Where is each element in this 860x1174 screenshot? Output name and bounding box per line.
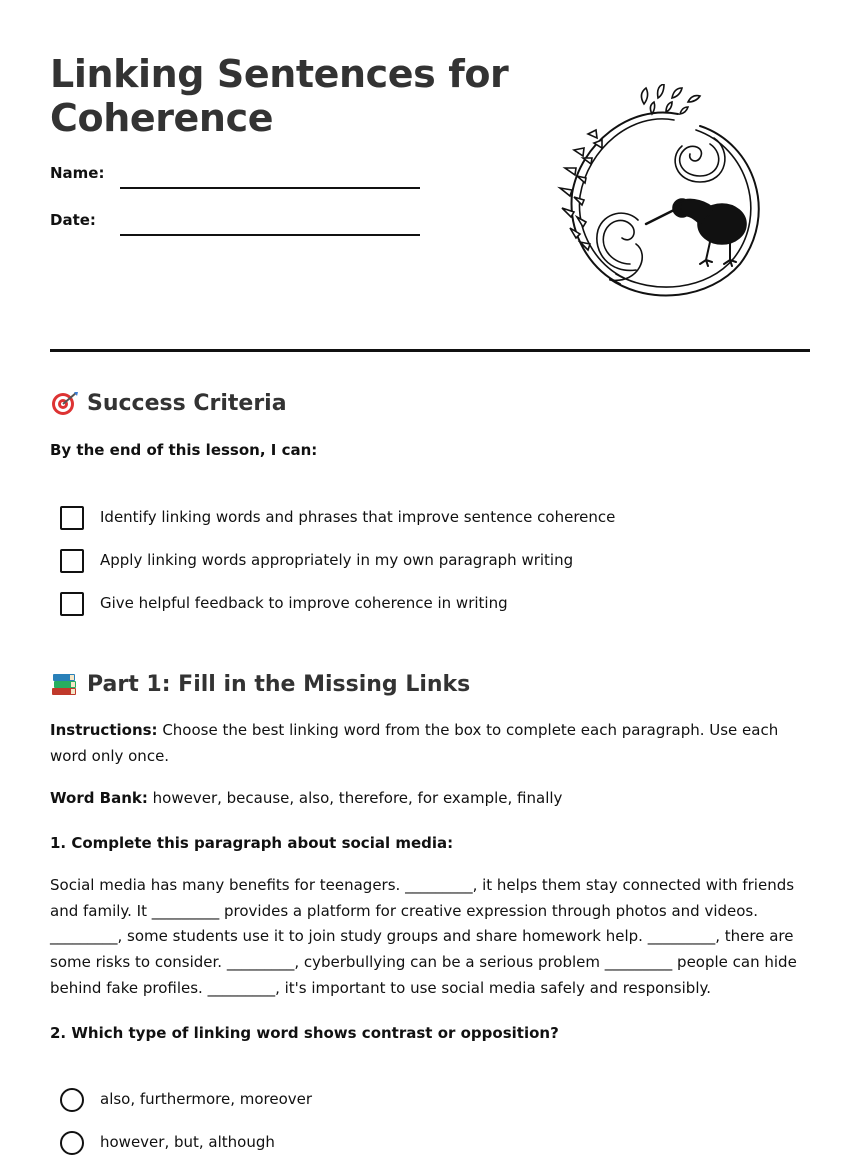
checklist-item-label: Give helpful feedback to improve coherence in writing [100,594,508,612]
word-bank-text: however, because, also, therefore, for example, finally [147,789,563,807]
books-icon [50,671,80,697]
name-line[interactable] [120,187,420,189]
checklist-item-label: Apply linking words appropriately in my own paragraph writing [100,551,574,569]
radio-option[interactable] [60,1088,312,1131]
instructions-label: Instructions: [50,721,158,739]
instructions-text: Choose the best linking word from the box to complete each paragraph. Use each word only once. [50,721,779,765]
name-field[interactable] [50,164,430,194]
checklist-item[interactable] [60,549,615,592]
checkbox[interactable] [60,506,84,530]
word-bank [50,786,810,812]
dart-target-icon [50,390,80,416]
success-criteria-heading [50,390,287,416]
worksheet-title: Linking Sentences for Coherence [50,52,509,140]
success-criteria-lead: By the end of this lesson, I can: [50,441,318,459]
question-2-prompt: 2. Which type of linking word shows contrast or opposition? [50,1024,559,1042]
checklist-item[interactable] [60,592,615,635]
radio-option-label: however, but, although [100,1133,275,1151]
checklist-item[interactable] [60,506,615,549]
radio-button[interactable] [60,1131,84,1155]
radio-button[interactable] [60,1088,84,1112]
part1-title: Part 1: Fill in the Missing Links [87,671,471,697]
part1-heading [50,671,470,697]
question-1-prompt: 1. Complete this paragraph about social media: [50,834,454,852]
question-2-options [60,1088,312,1174]
checkbox[interactable] [60,549,84,573]
word-bank-label: Word Bank: [50,789,148,807]
question-1-passage: Social media has many benefits for teenagers. _________, it helps them stay connected with friends and family. It _________ provides a platform for creative expression through photos and videos. _________, some students use it to join study groups and share homework help. _________, there are some risks to consider. _________, cyberbullying can be a serious problem _________ people can hide behind fake profiles. _________, it's important to use social media safely and responsibly. [50,876,797,997]
success-criteria-checklist [60,506,615,635]
kiwi-koru-logo-icon [550,84,772,300]
name-label: Name: [50,164,105,182]
date-label: Date: [50,211,96,229]
checklist-item-label: Identify linking words and phrases that improve sentence coherence [100,508,616,526]
checkbox[interactable] [60,592,84,616]
section-divider [50,349,810,352]
date-line[interactable] [120,234,420,236]
worksheet-page [50,0,810,1161]
date-field[interactable] [50,211,430,241]
radio-option-label: also, furthermore, moreover [100,1090,313,1108]
radio-option[interactable] [60,1131,312,1174]
instructions [50,718,810,769]
success-criteria-title: Success Criteria [87,390,287,416]
